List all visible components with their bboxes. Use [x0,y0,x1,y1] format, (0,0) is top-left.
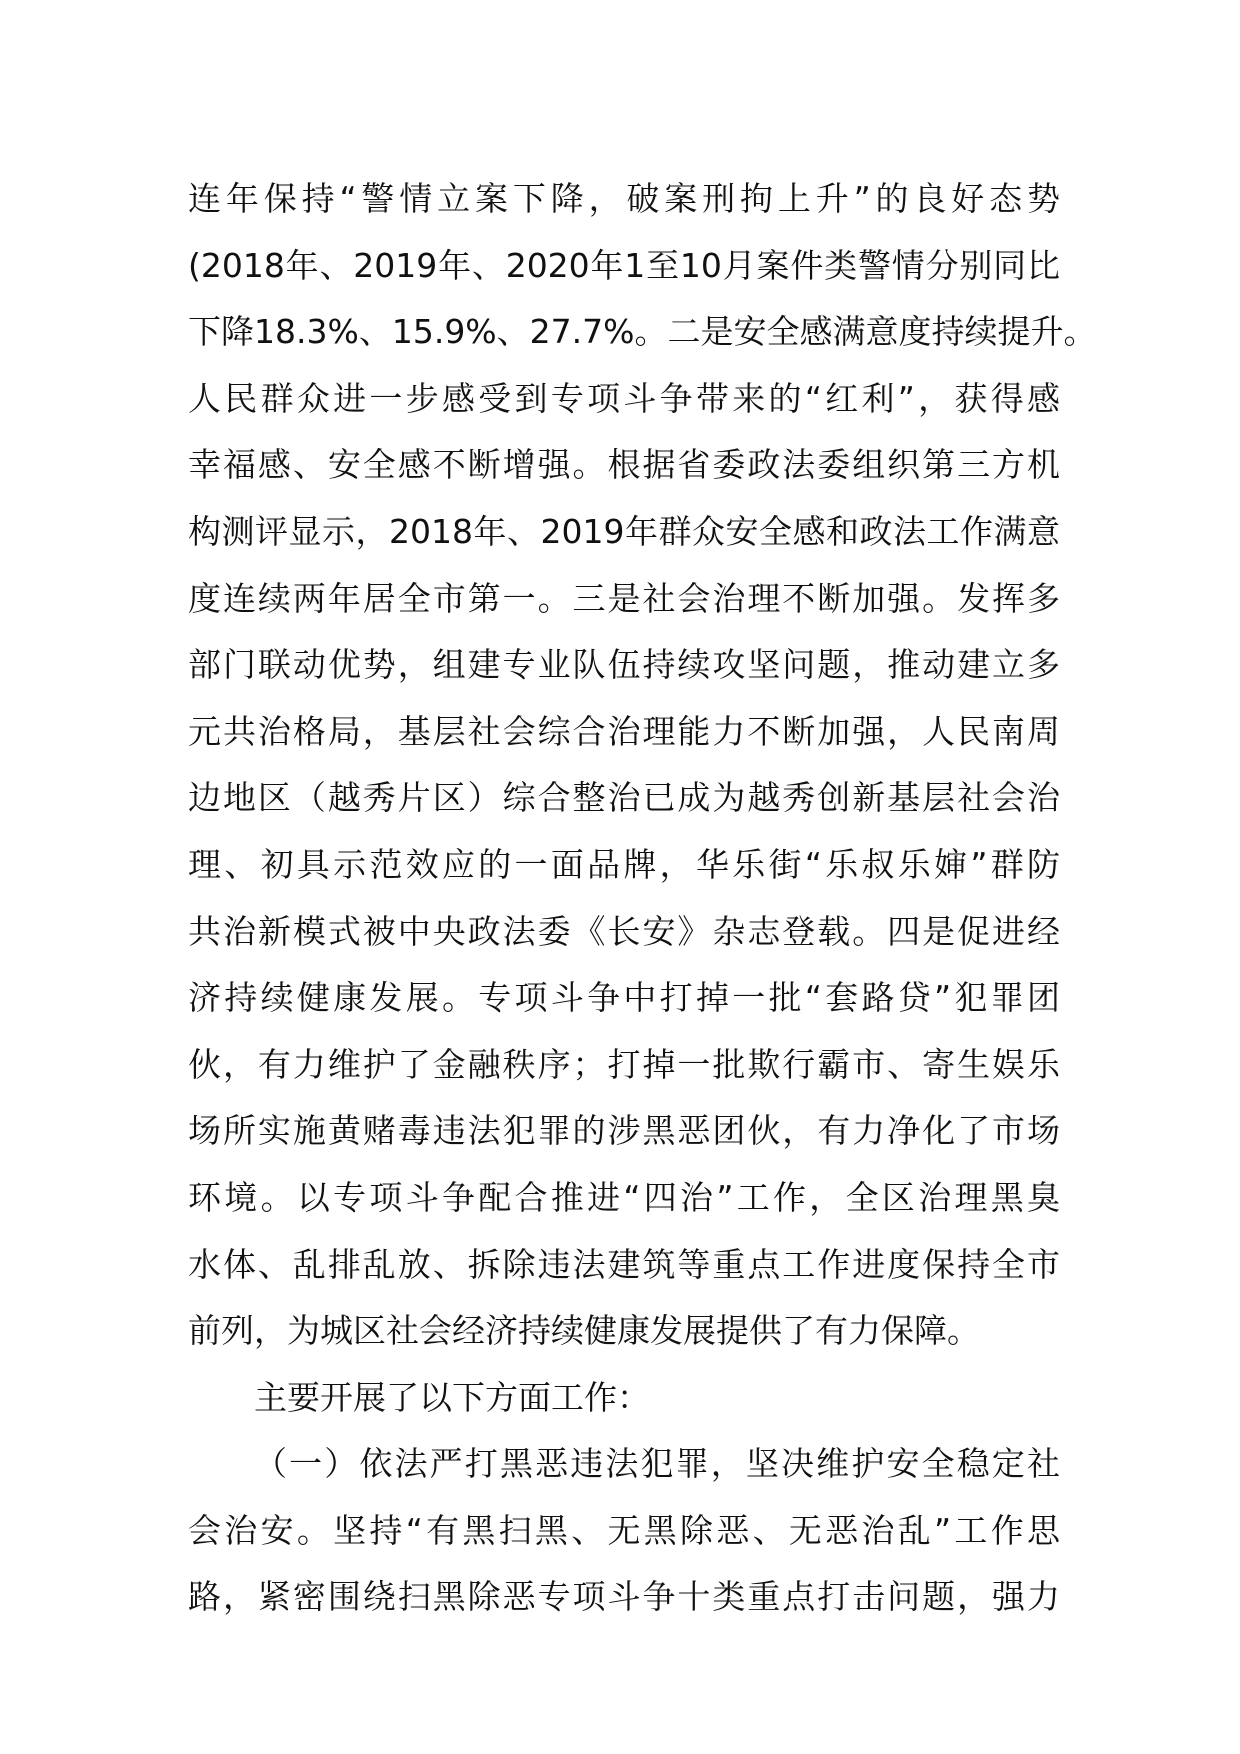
text-line: 伙，有力维护了金融秩序；打掉一批欺行霸市、寄生娱乐 [188,1044,1060,1084]
text-line: 连年保持“警情立案下降，破案刑拘上升”的良好态势 [188,179,1060,218]
section-intro-line: 主要开展了以下方面工作： [254,1377,650,1417]
text-line: 共治新模式被中央政法委《长安》杂志登载。四是促进经 [188,911,1060,951]
section-heading-line: （一）依法严打黑恶违法犯罪，坚决维护安全稳定社 [254,1444,1060,1484]
text-line: 幸福感、安全感不断增强。根据省委政法委组织第三方机 [188,445,1060,485]
text-line: 度连续两年居全市第一。三是社会治理不断加强。发挥多 [188,578,1060,618]
text-line: 环境。以专项斗争配合推进“四治”工作，全区治理黑臭 [188,1177,1060,1217]
paragraph-end-line: 前列，为城区社会经济持续健康发展提供了有力保障。 [188,1311,980,1351]
text-line: 路，紧密围绕扫黑除恶专项斗争十类重点打击问题，强力 [188,1577,1060,1617]
text-line: 水体、乱排乱放、拆除违法建筑等重点工作进度保持全市 [188,1244,1060,1284]
text-line: 场所实施黄赌毒违法犯罪的涉黑恶团伙，有力净化了市场 [188,1111,1060,1151]
text-line: 理、初具示范效应的一面品牌，华乐街“乐叔乐婶”群防 [188,844,1060,884]
text-line: 人民群众进一步感受到专项斗争带来的“红利”，获得感 [188,378,1060,418]
body-text [188,166,1097,1631]
text-line: 会治安。坚持“有黑扫黑、无黑除恶、无恶治乱”工作思 [188,1510,1060,1550]
text-line: 部门联动优势，组建专业队伍持续攻坚问题，推动建立多 [188,645,1060,685]
text-line: 边地区（越秀片区）综合整治已成为越秀创新基层社会治 [188,778,1060,818]
text-line: (2018年、2019年、2020年1至10月案件类警情分别同比 [188,245,1060,285]
text-line: 构测评显示，2018年、2019年群众安全感和政法工作满意 [188,511,1060,551]
text-line: 济持续健康发展。专项斗争中打掉一批“套路贷”犯罪团 [188,978,1060,1018]
text-line: 下降18.3%、15.9%、27.7%。二是安全感满意度持续提升。 [188,312,1097,352]
text-line: 元共治格局，基层社会综合治理能力不断加强，人民南周 [188,711,1060,751]
